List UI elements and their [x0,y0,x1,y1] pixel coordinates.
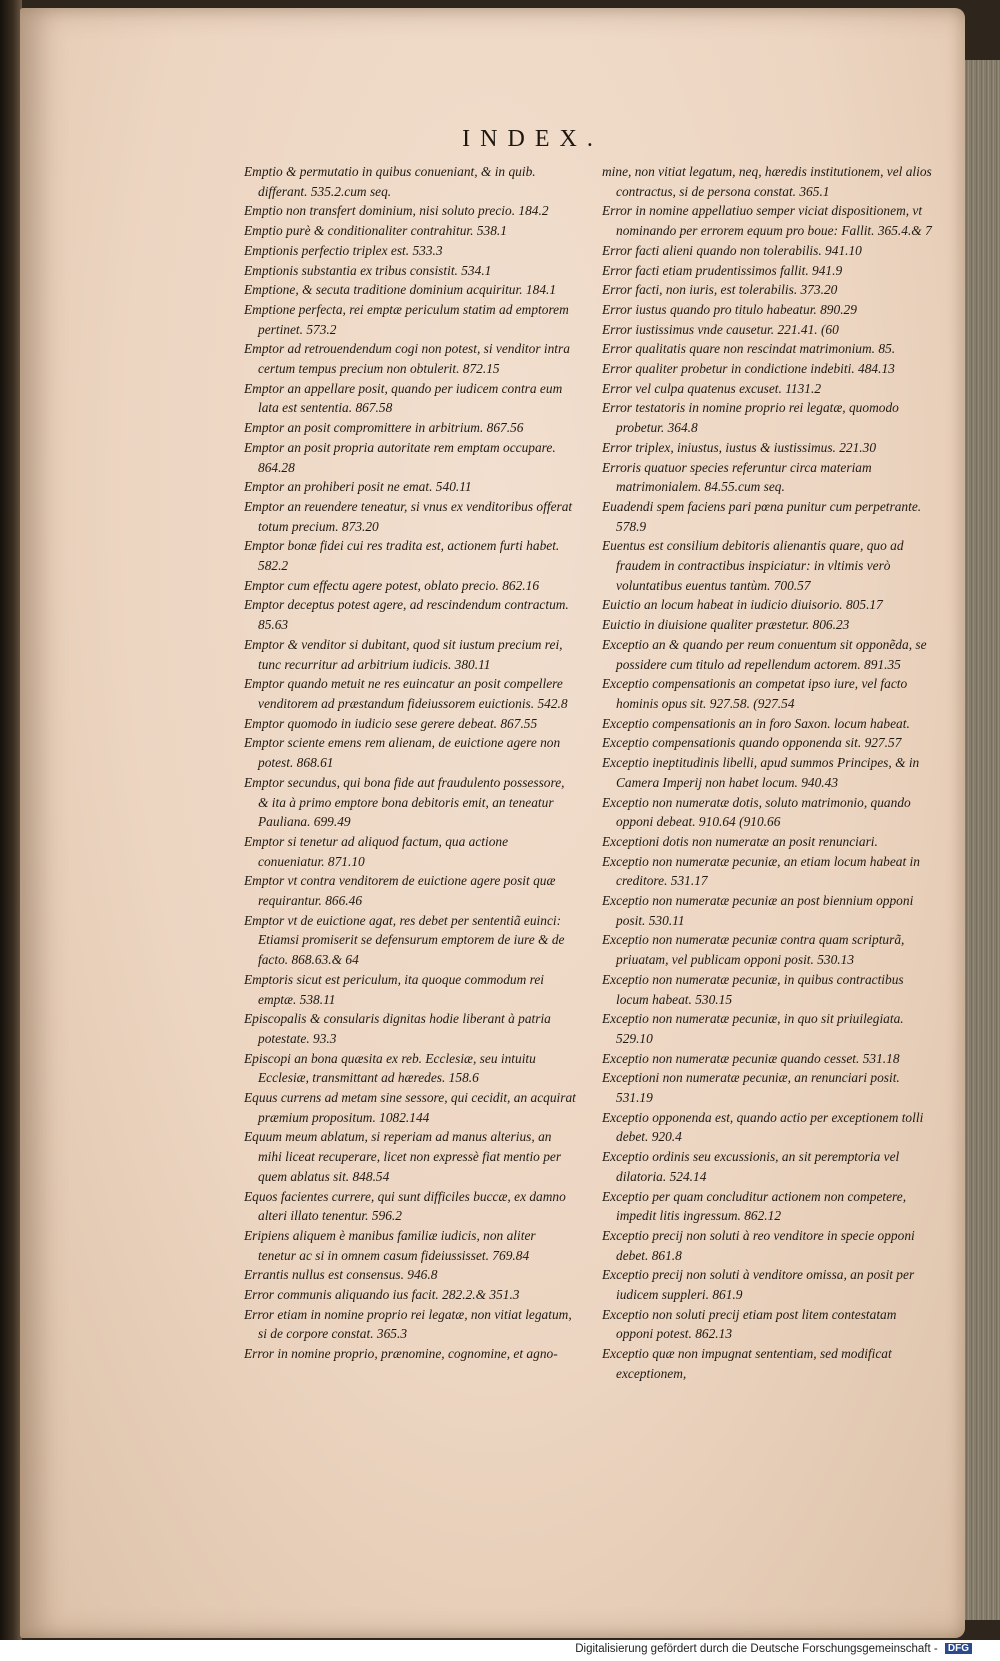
index-entry: Exceptio non numeratæ pecuniæ, an etiam locum habeat in creditore. 531.17 [602,853,920,889]
index-column-right [602,162,934,1384]
index-entry: Exceptio non numeratæ pecuniæ quando cesset. 531.18 [602,1050,900,1066]
index-entry: Equos facientes currere, qui sunt difficiles buccæ, ex damno alteri illato tenentur. 596.2 [244,1188,566,1224]
book-spine [0,0,22,1661]
funding-text: Digitalisierung gefördert durch die Deutsche Forschungsgemeinschaft - [575,1643,938,1655]
index-entry: Error in nomine proprio, prænomine, cognomine, et agno- [244,1346,558,1362]
index-entry: Emptor quando metuit ne res euincatur an posit compellere venditorem ad præstandum fideiussorem euictionis. 542.8 [244,676,568,711]
index-entry: Euadendi spem faciens pari pœna punitur cum perpetrante. 578.9 [602,498,922,534]
index-entry: Emptionis perfectio triplex est. 533.3 [244,242,443,258]
index-entry: Equum meum ablatum, si reperiam ad manus alterius, an mihi liceat recuperare, licet non expressè fiat mentio per quem ablatus sit. 848.54 [244,1129,562,1184]
index-entry: Emptor an posit compromittere in arbitrium. 867.56 [244,420,524,436]
index-entry: Exceptio ordinis seu excussionis, an sit peremptoria vel dilatoria. 524.14 [602,1149,900,1184]
index-entry: Episcopalis & consularis dignitas hodie liberant à patria potestate. 93.3 [244,1011,551,1046]
index-entry: Exceptio non soluti precij etiam post litem contestatam opponi potest. 862.13 [602,1306,897,1342]
index-entry: Exceptio compensationis an competat ipso iure, vel facto hominis opus sit. 927.58. (927.54 [602,676,908,711]
index-entry: Euentus est consilium debitoris alienantis quare, quo ad fraudem in contractibus inspiciatur: in vltimis verò voluntatibus euentus tantùm. 700.57 [602,538,904,593]
index-entry: Emptor an appellare posit, quando per iudicem contra eum lata est sententia. 867.58 [244,380,563,416]
index-entry: Error facti etiam prudentissimos fallit. 941.9 [602,262,843,278]
index-entry: Exceptio an & quando per reum conuentum sit opponẽda, se possidere cum titulo ad repellendum actorem. 891.35 [602,636,927,672]
index-entry: Emptione, & secuta traditione dominium acquiritur. 184.1 [244,282,557,298]
index-entry: Emptor cum effectu agere potest, oblato precio. 862.16 [244,577,540,593]
index-entry: Equus currens ad metam sine sessore, qui cecidit, an acquirat præmium propositum. 1082.144 [244,1090,576,1125]
index-entry: Exceptio non numeratæ dotis, soluto matrimonio, quando opponi debeat. 910.64 (910.66 [602,794,911,830]
index-entry: Error triplex, iniustus, iustus & iustissimus. 221.30 [602,439,877,455]
index-entry: Exceptio ineptitudinis libelli, apud summos Principes, & in Camera Imperij non habet locum. 940.43 [602,755,920,790]
index-entry: Emptor vt contra venditorem de euictione agere posit quæ requirantur. 866.46 [244,873,556,909]
index-column-left [244,162,576,1364]
index-entry: Exceptio non numeratæ pecuniæ, in quo sit priuilegiata. 529.10 [602,1011,904,1046]
index-entry: Emptio & permutatio in quibus conueniant, & in quib. differant. 535.2.cum seq. [244,164,536,199]
index-entry: Erroris quatuor species referuntur circa materiam matrimonialem. 84.55.cum seq. [602,459,872,495]
index-entry: Emptor ad retrouendendum cogi non potest, si venditor intra certum tempus precium non obtulerit. 872.15 [244,341,570,377]
index-entry: Error qualiter probetur in condictione indebiti. 484.13 [602,361,895,377]
index-entry: Emptor sciente emens rem alienam, de euictione agere non potest. 868.61 [244,735,561,771]
index-entry: Emptor deceptus potest agere, ad rescindendum contractum. 85.63 [244,597,569,633]
index-entry: Emptor quomodo in iudicio sese gerere debeat. 867.55 [244,715,538,731]
index-entry: Emptor an prohiberi posit ne emat. 540.11 [244,479,472,495]
index-entry: Emptio purè & conditionaliter contrahitur. 538.1 [244,223,507,239]
index-entry: Exceptio non numeratæ pecuniæ contra quam scripturã, priuatam, vel publicam opponi posit. 530.13 [602,932,905,968]
funding-footer [575,1643,972,1655]
index-entry: Exceptio compensationis an in foro Saxon. locum habeat. [602,715,910,731]
index-entry: Episcopi an bona quæsita ex reb. Ecclesiæ, seu intuitu Ecclesiæ, transmittant ad hæredes. 158.6 [244,1050,536,1086]
index-entry: Exceptio opponenda est, quando actio per exceptionem tolli debet. 920.4 [602,1109,924,1145]
page-header: INDEX. [462,126,603,152]
index-entry: Emptionis substantia ex tribus consistit. 534.1 [244,262,492,278]
index-entry: Errantis nullus est consensus. 946.8 [244,1267,438,1283]
index-entry: Error etiam in nomine proprio rei legatæ, non vitiat legatum, si de corpore constat. 365.3 [244,1306,572,1342]
index-entry: Exceptio non numeratæ pecuniæ an post biennium opponi posit. 530.11 [602,893,914,928]
index-entry: Error facti, non iuris, est tolerabilis. 373.20 [602,282,838,298]
index-entry: Exceptio precij non soluti à venditore omissa, an posit per iudicem suppleri. 861.9 [602,1267,915,1303]
index-entry: Error vel culpa quatenus excuset. 1131.2 [602,380,822,396]
index-entry: Error qualitatis quare non rescindat matrimonium. 85. [602,341,896,357]
index-entry: Emptor bonæ fidei cui res tradita est, actionem furti habet. 582.2 [244,538,560,574]
index-entry: Exceptioni dotis non numeratæ an posit renunciari. [602,833,878,849]
index-entry: Exceptio precij non soluti à reo venditore in specie opponi debet. 861.8 [602,1227,915,1263]
index-entry: Emptoris sicut est periculum, ita quoque commodum rei emptæ. 538.11 [244,971,545,1007]
index-entry: Exceptio per quam concluditur actionem non competere, impedit litis ingressum. 862.12 [602,1188,907,1224]
index-entry: Error in nomine appellatiuo semper viciat dispositionem, vt nominando per errorem equum pro boue: Fallit. 365.4.& 7 [602,203,932,239]
index-entry: Exceptioni non numeratæ pecuniæ, an renunciari posit. 531.19 [602,1070,900,1106]
book-page [20,8,965,1638]
index-entry: Emptio non transfert dominium, nisi soluto precio. 184.2 [244,203,549,219]
index-entry: Emptor secundus, qui bona fide aut fraudulento possessore, & ita à primo emptore bona debitoris emit, an teneatur Pauliana. 699.49 [244,774,565,830]
index-entry: Exceptio non numeratæ pecuniæ, in quibus contractibus locum habeat. 530.15 [602,971,904,1007]
index-entry: Emptor si tenetur ad aliquod factum, qua actione conueniatur. 871.10 [244,833,509,869]
index-entry: Error iustissimus vnde causetur. 221.41. (60 [602,321,839,337]
index-entry: Error communis aliquando ius facit. 282.2.& 351.3 [244,1287,520,1303]
dfg-logo: DFG [945,1643,972,1654]
index-entry: Euictio in diuisione qualiter præstetur. 806.23 [602,617,850,633]
index-entry: Exceptio compensationis quando opponenda sit. 927.57 [602,735,902,751]
index-entry: Emptor an posit propria autoritate rem emptam occupare. 864.28 [244,439,556,475]
index-entry: Emptor vt de euictione agat, res debet per sententiã euinci: Etiamsi promiserit se defensurum emptorem de iure & de facto. 868.63.& 64 [244,912,565,968]
index-entry: Emptor & venditor si dubitant, quod sit iustum precium rei, tunc recurritur ad arbitrium iudicis. 380.11 [244,636,563,672]
index-entry: Emptor an reuendere teneatur, si vnus ex venditoribus offerat totum precium. 873.20 [244,498,573,534]
index-entry: Euictio an locum habeat in iudicio diuisorio. 805.17 [602,597,883,613]
index-entry: Error testatoris in nomine proprio rei legatæ, quomodo probetur. 364.8 [602,400,899,436]
index-entry: mine, non vitiat legatum, neq, hæredis institutionem, vel alios contractus, si de persona constat. 365.1 [602,164,932,199]
index-entry: Error iustus quando pro titulo habeatur. 890.29 [602,301,857,317]
index-entry: Emptione perfecta, rei emptæ periculum statim ad emptorem pertinet. 573.2 [244,301,569,337]
index-entry: Eripiens aliquem è manibus familiæ iudicis, non aliter tenetur ac si in omnem casum fideiussisset. 769.84 [244,1227,536,1263]
index-entry: Exceptio quæ non impugnat sententiam, sed modificat exceptionem, [602,1346,892,1381]
index-entry: Error facti alieni quando non tolerabilis. 941.10 [602,242,862,258]
